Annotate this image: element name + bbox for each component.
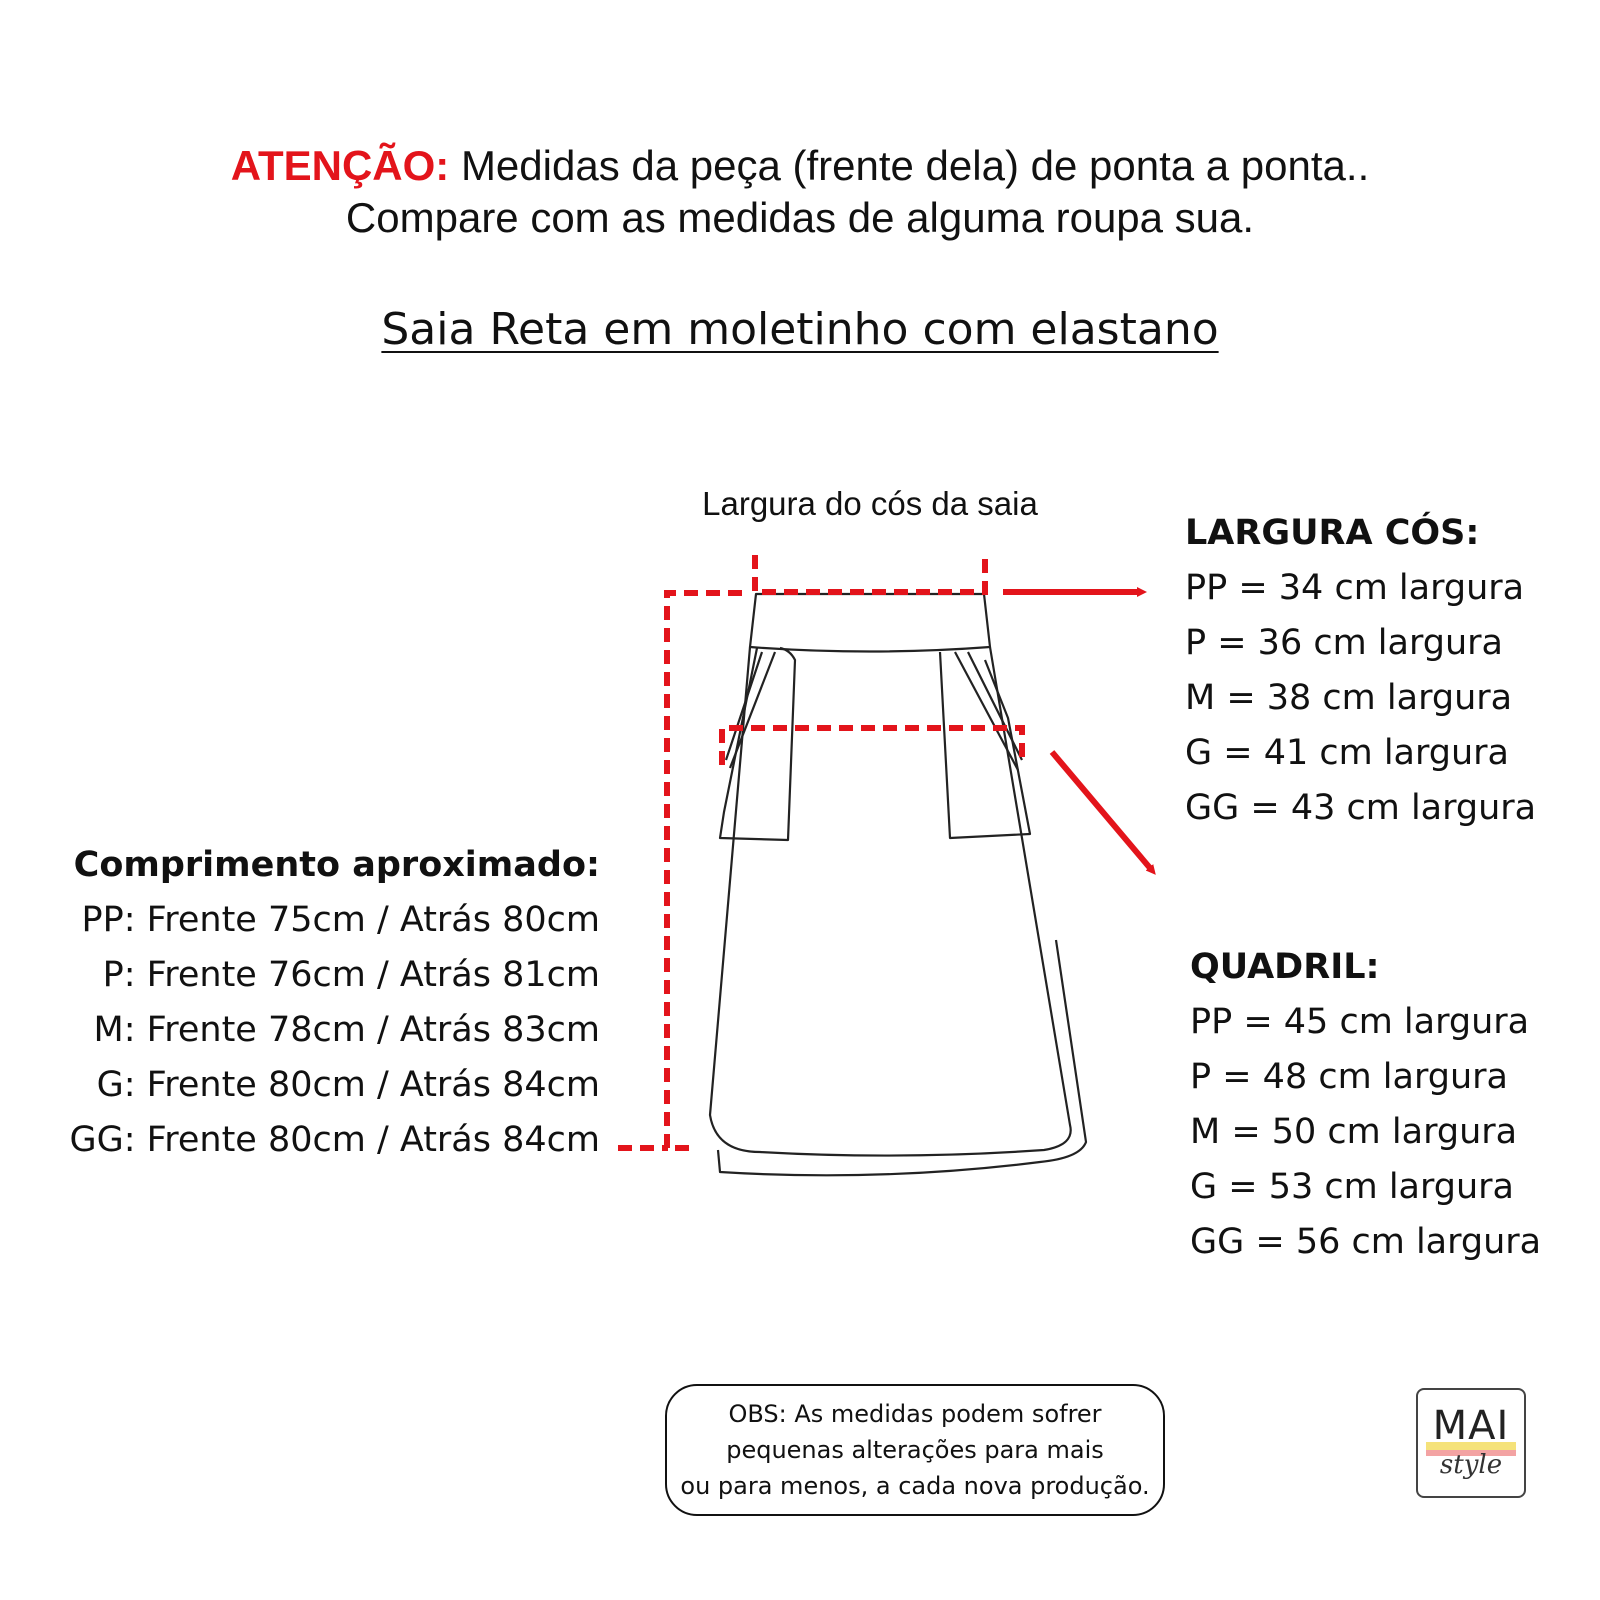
obs-line: pequenas alterações para mais <box>726 1436 1104 1464</box>
hip-guide <box>722 728 1022 765</box>
hip-row: G = 53 cm largura <box>1190 1167 1515 1207</box>
obs-line: OBS: As medidas podem sofrer <box>728 1400 1102 1428</box>
hip-heading: QUADRIL: <box>1190 947 1380 987</box>
length-row: M: Frente 78cm / Atrás 83cm <box>93 1010 600 1050</box>
hip-row: M = 50 cm largura <box>1190 1112 1518 1152</box>
hip-row: GG = 56 cm largura <box>1190 1222 1542 1262</box>
brand-logo <box>1416 1388 1526 1498</box>
hip-measurements <box>1190 940 1590 1270</box>
length-row: PP: Frente 75cm / Atrás 80cm <box>81 900 600 940</box>
skirt-outline <box>710 594 1086 1175</box>
attention-label: ATENÇÃO: <box>230 142 450 189</box>
obs-note <box>665 1384 1165 1516</box>
attention-text: Medidas da peça (frente dela) de ponta a ponta.. <box>449 142 1370 189</box>
measurement-guides <box>618 555 1022 1148</box>
waist-row: P = 36 cm largura <box>1185 623 1503 663</box>
hip-arrow <box>1052 752 1150 868</box>
waist-guide <box>755 555 985 592</box>
hip-row: P = 48 cm largura <box>1190 1057 1508 1097</box>
length-row: P: Frente 76cm / Atrás 81cm <box>102 955 600 995</box>
waist-measurements <box>1185 506 1585 836</box>
waist-row: G = 41 cm largura <box>1185 733 1510 773</box>
logo-main-text: MAI <box>1432 1403 1510 1449</box>
obs-line: ou para menos, a cada nova produção. <box>680 1472 1150 1500</box>
hip-row: PP = 45 cm largura <box>1190 1002 1530 1042</box>
waist-row: GG = 43 cm largura <box>1185 788 1537 828</box>
attention-line-2: Compare com as medidas de alguma roupa sua. <box>345 194 1255 241</box>
page-title-text: Saia Reta em moletinho com elastano <box>381 304 1219 355</box>
waist-caption: Largura do cós da saia <box>702 485 1038 522</box>
waist-row: PP = 34 cm largura <box>1185 568 1525 608</box>
length-row: G: Frente 80cm / Atrás 84cm <box>96 1065 600 1105</box>
length-row: GG: Frente 80cm / Atrás 84cm <box>69 1120 600 1160</box>
length-measurements <box>40 838 600 1168</box>
waist-row: M = 38 cm largura <box>1185 678 1513 718</box>
waist-heading: LARGURA CÓS: <box>1185 513 1480 553</box>
length-heading: Comprimento aproximado: <box>73 845 600 885</box>
logo-sub-text: style <box>1439 1450 1503 1480</box>
pointer-arrows <box>1003 592 1150 868</box>
